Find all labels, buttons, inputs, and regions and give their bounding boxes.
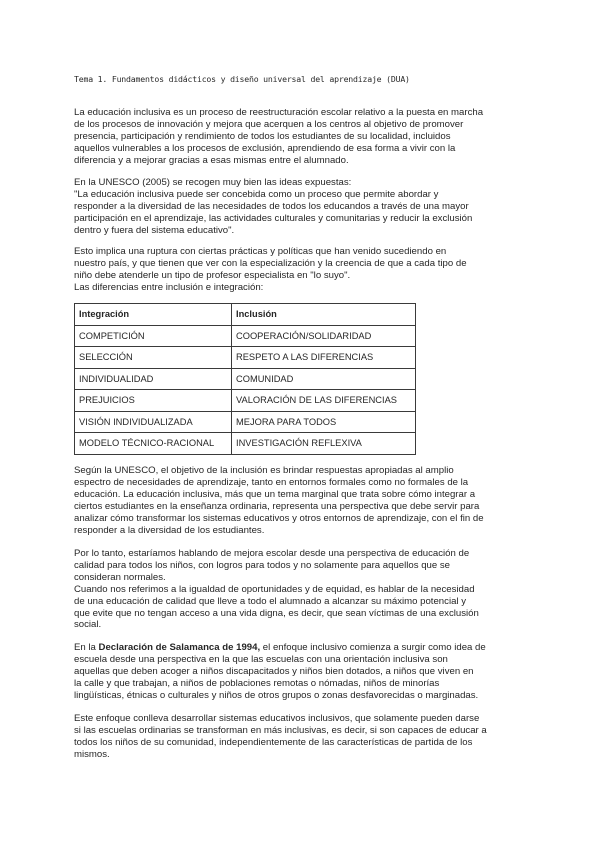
paragraph-inclusive-education [74,107,526,167]
text-line: mismos. [74,748,110,760]
salamanca-declaration: Declaración de Salamanca de 1994, [98,642,261,653]
text-line [74,642,526,654]
table-cell: COMUNIDAD [232,368,416,390]
paragraph-inclusive-systems [74,713,526,761]
header-integracion: Integración [75,304,232,326]
text-run: En la [74,642,99,653]
text-line: dentro y fuera del sistema educativo". [74,224,235,236]
table-cell: SELECCIÓN [75,347,232,369]
text-line: escuela desde una perspectiva en la que las escuelas con una orientación inclusiva son [74,653,448,665]
text-line: analizar cómo transformar los sistemas educativos y otros entornos de aprendizaje, con el fin de [74,512,484,524]
text-line: que evite que no tengan acceso a una vida digna, es decir, que sean víctimas de una exclusión [74,607,479,619]
text-line: diferencia y a mejorar gracias a esas mismas entre el alumnado. [74,154,349,166]
paragraph-quality-education [74,548,526,631]
paragraph-salamanca [74,642,526,702]
text-line: aquellos vulnerables a los procesos de exclusión, aprendiendo de esa forma a vivir con la [74,142,456,154]
section-title: Tema 1. Fundamentos didácticos y diseño universal del aprendizaje (DUA) [74,74,410,84]
text-line: responder a la diversidad de las necesidades de todos los educandos a través de una mayor [74,200,469,212]
table-row [75,411,416,433]
text-line: Cuando nos referimos a la igualdad de oportunidades y de equidad, es hablar de la necesidad [74,583,475,595]
text-line: Por lo tanto, estaríamos hablando de mejora escolar desde una perspectiva de educación de [74,548,470,559]
text-line: espectro de necesidades de aprendizaje, tanto en entornos formales como no formales de la [74,476,469,488]
table-cell: VISIÓN INDIVIDUALIZADA [75,411,232,433]
text-line: Según la UNESCO, el objetivo de la inclusión es brindar respuestas apropiadas al amplio [74,465,454,476]
text-line: todos los niños de su comunidad, independientemente de las características de partida de los [74,736,473,748]
table-cell: COMPETICIÓN [75,325,232,347]
text-line: niño debe atenderle un tipo de profesor especialista en "lo suyo". [74,269,351,281]
table-cell: PREJUICIOS [75,390,232,412]
text-line: En la UNESCO (2005) se recogen muy bien las ideas expuestas: [74,177,352,188]
text-line: social. [74,619,102,631]
text-line: la calle y que trabajan, a niños de poblaciones remotas o nómadas, niños de minorías [74,677,440,689]
table-cell: RESPETO A LAS DIFERENCIAS [232,347,416,369]
text-line: educación. La educación inclusiva, más que un tema marginal que trata sobre cómo integrar a [74,488,476,500]
text-line: lingüísticas, étnicas o culturales y niños de otros grupos o zonas desfavorecidas o marginadas. [74,689,479,701]
table-cell: INDIVIDUALIDAD [75,368,232,390]
table-cell: COOPERACIÓN/SOLIDARIDAD [232,325,416,347]
text-line: de los procesos de innovación y mejora que acerquen a los centros al objetivo de promover [74,118,464,130]
table-row [75,390,416,412]
text-run: el enfoque inclusivo comienza a surgir como idea de [260,642,486,653]
table-cell: MODELO TÉCNICO-RACIONAL [75,433,232,455]
text-line: responder a la diversidad de los estudiantes. [74,524,265,536]
text-line: presencia, participación y rendimiento de todos los estudiantes de su localidad, incluidos [74,130,451,142]
paragraph-rupture [74,246,526,294]
text-line: Este enfoque conlleva desarrollar sistemas educativos inclusivos, que solamente pueden darse [74,713,480,724]
table-row [75,433,416,455]
paragraph-unesco-objective [74,465,526,536]
header-inclusion: Inclusión [232,304,416,326]
text-line: "La educación inclusiva puede ser concebida como un proceso que permite abordar y [74,188,439,200]
text-line: La educación inclusiva es un proceso de reestructuración escolar relativo a la puesta en marcha [74,107,484,118]
text-line: Esto implica una ruptura con ciertas prácticas y políticas que han venido sucediendo en [74,246,447,257]
text-line: nuestro país, y que tienen que ver con la especialización y la creencia de que a cada tipo de [74,257,467,269]
table-row [75,347,416,369]
text-line: Las diferencias entre inclusión e integración: [74,281,264,293]
table-cell: MEJORA PARA TODOS [232,411,416,433]
text-line: ciertos estudiantes en la enseñanza ordinaria, representa una perspectiva que debe servir para [74,500,480,512]
paragraph-unesco-quote [74,177,526,237]
comparison-table [74,303,416,455]
text-line: consideran normales. [74,571,166,583]
text-line: participación en el aprendizaje, las actividades culturales y comunitarias y reducir la exclusión [74,212,473,224]
table-header-row [75,304,416,326]
text-line: si las escuelas ordinarias se transforman en más inclusivas, es decir, si son capaces de educar a [74,724,487,736]
table-cell: VALORACIÓN DE LAS DIFERENCIAS [232,390,416,412]
table-cell: INVESTIGACIÓN REFLEXIVA [232,433,416,455]
table-row [75,368,416,390]
text-line: aquellas que deben acoger a niños discapacitados y niños bien dotados, a niños que viven en [74,665,474,677]
text-line: calidad para todos los niños, con logros para todos y no solamente para aquellos que se [74,559,450,571]
table-row [75,325,416,347]
text-line: de una educación de calidad que lleve a todo el alumnado a alcanzar su máximo potencial y [74,595,466,607]
